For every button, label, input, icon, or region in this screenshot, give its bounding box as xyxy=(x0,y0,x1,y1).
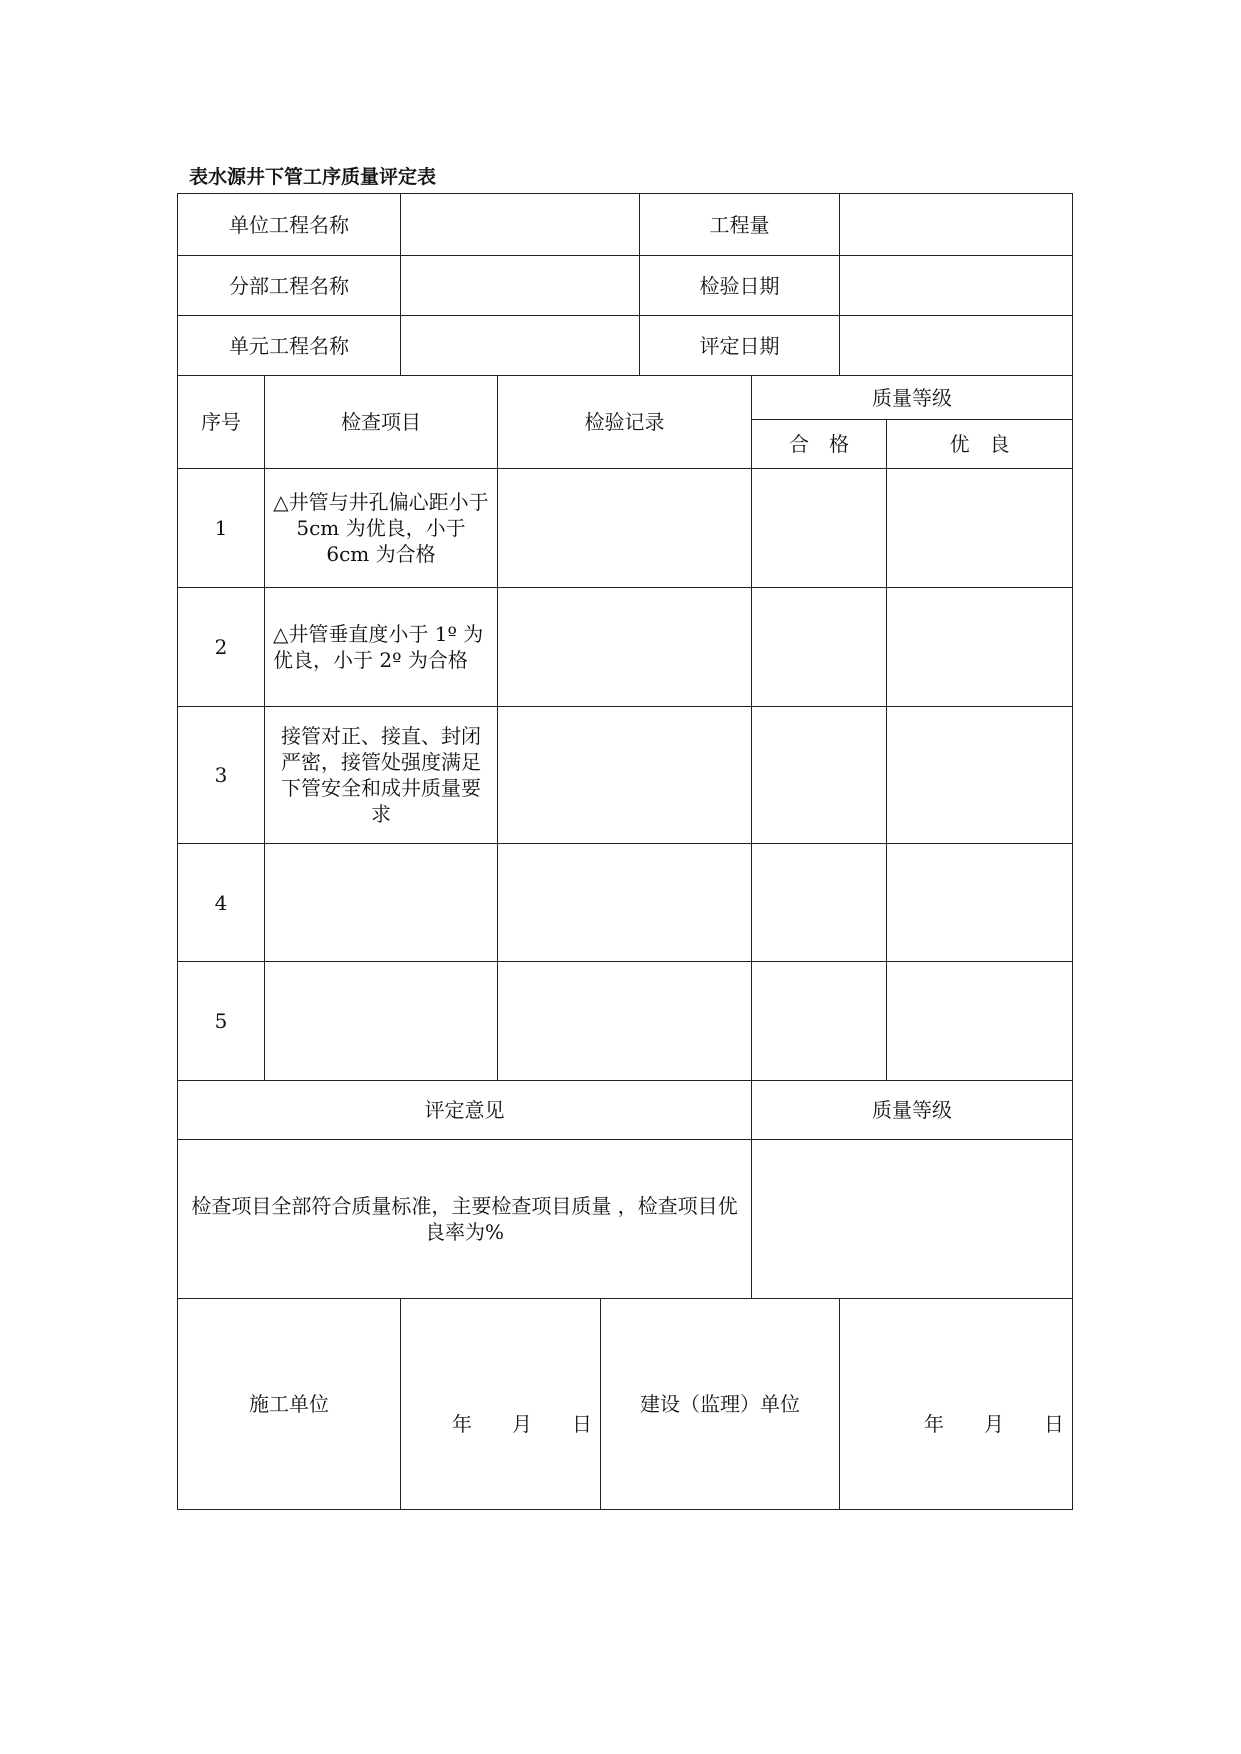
col-header-grade: 质量等级 xyxy=(752,376,1073,420)
row-excellent-field[interactable] xyxy=(887,844,1073,962)
row-item xyxy=(265,588,498,707)
quality-evaluation-table xyxy=(177,193,1073,1510)
owner-date[interactable]: 年 月 日 xyxy=(840,1299,1073,1510)
construction-date[interactable]: 年 月 日 xyxy=(401,1299,601,1510)
construction-unit-label: 施工单位 xyxy=(178,1299,401,1510)
table-row xyxy=(178,707,1073,844)
evaluation-date-field[interactable] xyxy=(840,316,1073,376)
col-header-item: 检查项目 xyxy=(265,376,498,469)
table-row xyxy=(178,588,1073,707)
row-item-text: △井管与井孔偏心距小于 5cm 为优良，小于 6cm 为合格 xyxy=(273,490,489,566)
inspection-date-field[interactable] xyxy=(840,256,1073,316)
evaluation-opinion-label: 评定意见 xyxy=(178,1081,752,1140)
row-record-field[interactable] xyxy=(498,588,752,707)
row-excellent-field[interactable] xyxy=(887,962,1073,1081)
evaluation-body-row xyxy=(178,1140,1073,1299)
division-project-label: 分部工程名称 xyxy=(178,256,401,316)
evaluation-header-row xyxy=(178,1081,1073,1140)
row-item-text: 接管对正、接直、封闭严密，接管处强度满足下管安全和成井质量要求 xyxy=(281,724,481,826)
row-pass-field[interactable] xyxy=(752,707,887,844)
evaluation-grade-field[interactable] xyxy=(752,1140,1073,1299)
col-header-record: 检验记录 xyxy=(498,376,752,469)
row-record-field[interactable] xyxy=(498,469,752,588)
element-project-row xyxy=(178,316,1073,376)
row-pass-field[interactable] xyxy=(752,962,887,1081)
row-no: 2 xyxy=(178,588,265,707)
row-excellent-field[interactable] xyxy=(887,469,1073,588)
division-project-row xyxy=(178,256,1073,316)
element-project-label: 单元工程名称 xyxy=(178,316,401,376)
table-row xyxy=(178,962,1073,1081)
row-record-field[interactable] xyxy=(498,844,752,962)
unit-project-row xyxy=(178,194,1073,256)
evaluation-opinion-text: 检查项目全部符合质量标准，主要检查项目质量 ，检查项目优良率为% xyxy=(191,1194,738,1244)
evaluation-grade-label: 质量等级 xyxy=(752,1081,1073,1140)
row-excellent-field[interactable] xyxy=(887,707,1073,844)
division-project-field[interactable] xyxy=(401,256,640,316)
row-record-field[interactable] xyxy=(498,707,752,844)
row-pass-field[interactable] xyxy=(752,844,887,962)
table-row xyxy=(178,844,1073,962)
row-no: 4 xyxy=(178,844,265,962)
row-pass-field[interactable] xyxy=(752,469,887,588)
row-record-field[interactable] xyxy=(498,962,752,1081)
page-title: 表水源井下管工序质量评定表 xyxy=(189,166,437,188)
element-project-field[interactable] xyxy=(401,316,640,376)
row-item[interactable] xyxy=(265,844,498,962)
quantity-field[interactable] xyxy=(840,194,1073,256)
row-item xyxy=(265,707,498,844)
row-no: 1 xyxy=(178,469,265,588)
row-item[interactable] xyxy=(265,962,498,1081)
row-item xyxy=(265,469,498,588)
evaluation-opinion-cell xyxy=(178,1140,752,1299)
inspection-date-label: 检验日期 xyxy=(640,256,840,316)
owner-unit-label: 建设（监理）单位 xyxy=(601,1299,840,1510)
row-pass-field[interactable] xyxy=(752,588,887,707)
table-row xyxy=(178,469,1073,588)
col-header-no: 序号 xyxy=(178,376,265,469)
quantity-label: 工程量 xyxy=(640,194,840,256)
row-item-text: △井管垂直度小于 1º 为优良，小于 2º 为合格 xyxy=(273,622,484,672)
unit-project-label: 单位工程名称 xyxy=(178,194,401,256)
row-excellent-field[interactable] xyxy=(887,588,1073,707)
col-header-excellent: 优 良 xyxy=(887,420,1073,469)
col-header-pass: 合 格 xyxy=(752,420,887,469)
unit-project-field[interactable] xyxy=(401,194,640,256)
column-header-row xyxy=(178,376,1073,420)
row-no: 3 xyxy=(178,707,265,844)
row-no: 5 xyxy=(178,962,265,1081)
signature-row xyxy=(178,1299,1073,1510)
evaluation-date-label: 评定日期 xyxy=(640,316,840,376)
